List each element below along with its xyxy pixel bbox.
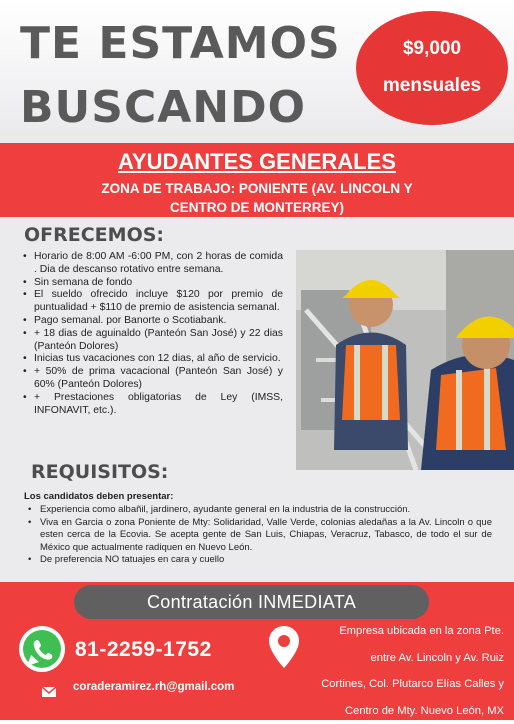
position-title: AYUDANTES GENERALES bbox=[0, 149, 514, 175]
work-zone-line1: ZONA DE TRABAJO: PONIENTE (AV. LINCOLN Y bbox=[0, 179, 514, 198]
work-zone-line2: CENTRO DE MONTERREY) bbox=[0, 198, 514, 217]
location-pin-icon bbox=[268, 625, 300, 669]
requirements-heading: REQUISITOS: bbox=[31, 461, 168, 483]
list-item: • Pago semanal. por Banorte o Scotiabank. bbox=[22, 315, 283, 328]
salary-badge bbox=[356, 11, 508, 125]
hiring-banner: Contratación INMEDIATA bbox=[74, 585, 429, 619]
list-item: • Viva en Garcia o zona Poniente de Mty: Solidaridad, Valle Verde, colonias aledañas a la Av. Lincoln o que esten cerca de la Ecovia. Se acepta gente de San Luis, Chiapas, Veracruz, Tabasco, de todo el sur de México que actualmente radiquen en Nuevo León. bbox=[26, 517, 492, 555]
offers-list bbox=[22, 251, 283, 417]
work-zone bbox=[0, 179, 514, 217]
requirements-intro: Los candidatos deben presentar: bbox=[24, 491, 173, 502]
workers-photo bbox=[296, 250, 514, 470]
phone-number[interactable]: 81-2259-1752 bbox=[75, 638, 212, 662]
address-line: Empresa ubicada en la zona Pte. bbox=[300, 618, 504, 645]
offers-heading: OFRECEMOS: bbox=[24, 224, 164, 246]
list-item: • Horario de 8:00 AM -6:00 PM, con 2 horas de comida . Dia de descanso rotativo entre semana. bbox=[22, 251, 283, 277]
list-item: • + Prestaciones obligatorias de Ley (IMSS, INFONAVIT, etc.). bbox=[22, 392, 283, 418]
salary-amount: $9,000 bbox=[356, 38, 508, 60]
list-item: • Experiencia como albañil, jardinero, ayudante general en la industria de la construcción. bbox=[26, 504, 492, 517]
company-address bbox=[300, 618, 504, 724]
address-line: Cortines, Col. Plutarco Elías Calles y bbox=[300, 671, 504, 698]
whatsapp-icon[interactable] bbox=[17, 624, 67, 674]
email-icon bbox=[42, 684, 56, 694]
list-item: • + 18 dias de aguinaldo (Panteón San José) y 22 dias (Panteón Dolores) bbox=[22, 328, 283, 354]
headline-line1: TE ESTAMOS bbox=[20, 22, 341, 66]
salary-period: mensuales bbox=[356, 75, 508, 97]
requirements-list bbox=[26, 504, 492, 567]
list-item: • Sin semana de fondo bbox=[22, 277, 283, 290]
email-address[interactable]: coraderamirez.rh@gmail.com bbox=[73, 681, 234, 693]
list-item: • El sueldo ofrecido incluye $120 por premio de puntualidad + $110 de premio de asistencia semanal. bbox=[22, 289, 283, 315]
list-item: • Inicias tus vacaciones con 12 dias, al año de servicio. bbox=[22, 353, 283, 366]
position-banner bbox=[0, 143, 514, 217]
address-line: Centro de Mty. Nuevo León, MX bbox=[300, 698, 504, 724]
headline-line2: BUSCANDO bbox=[20, 86, 306, 130]
list-item: • De preferencia NO tatuajes en cara y cuello bbox=[26, 554, 492, 567]
list-item: • + 50% de prima vacacional (Panteón San José) y 60% (Panteón Dolores) bbox=[22, 366, 283, 392]
address-line: entre Av. Lincoln y Av. Ruiz bbox=[300, 645, 504, 672]
